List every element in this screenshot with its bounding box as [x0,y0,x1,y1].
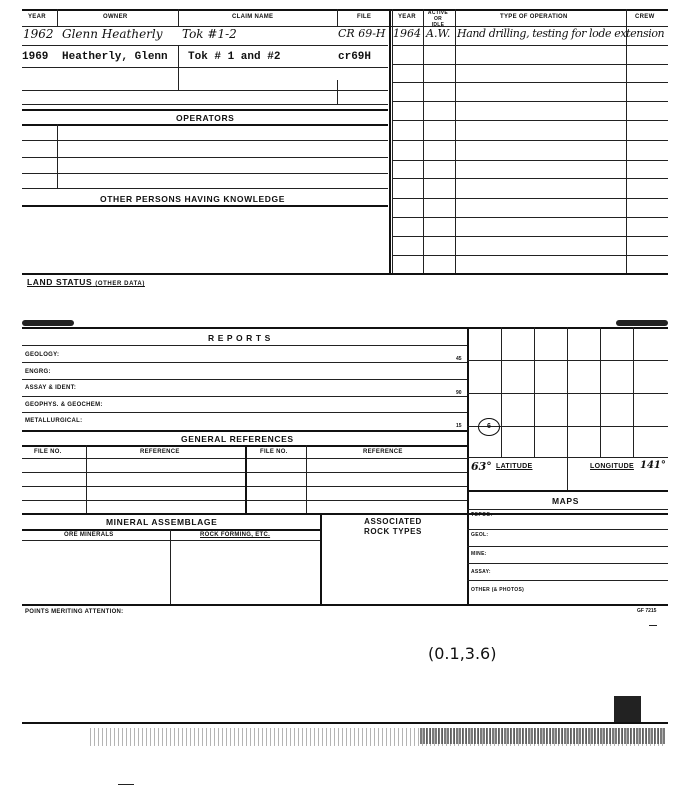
land-status-label: LAND STATUS [27,277,93,287]
owner-row-1-file: CR 69-H [338,27,386,40]
header-year: YEAR [28,14,46,20]
map-topog: TOPOG: [471,512,493,518]
dark-mark-left [22,320,74,326]
map-assay: ASSAY: [471,569,491,575]
map-circle-mark [478,418,500,436]
ore-minerals-header: ORE MINERALS [64,532,114,538]
header-crew: CREW [635,14,655,20]
owner-row-2-owner: Heatherly, Glenn [62,51,168,63]
associated-rock-types-heading: ASSOCIATED ROCK TYPES [363,517,422,536]
ref-header-reference: REFERENCE [140,449,180,455]
operation-row-1-status: A.W. [426,27,451,40]
report-geology-num: 45 [456,356,462,362]
owner-row-1-year: 1962 [23,27,54,41]
map-circle-mark-text: 6 [487,423,491,430]
latitude-value: 63° [471,460,492,473]
header-type-of-operation: TYPE OF OPERATION [500,14,568,20]
general-references-heading: GENERAL REFERENCES [181,434,294,444]
ref-header-file-no-2: FILE NO. [260,449,288,455]
owner-row-1-claim: Tok #1-2 [182,27,237,41]
report-geophys: GEOPHYS. & GEOCHEM: [25,402,103,408]
header-year-operations: YEAR [398,14,416,20]
map-mine: MINE: [471,551,487,557]
latitude-label: LATITUDE [496,463,533,470]
operation-row-1-type: Hand drilling, testing for lode extension [457,27,665,40]
header-owner: OWNER [103,14,128,20]
maps-heading: MAPS [552,496,579,506]
report-engrg: ENGRG: [25,369,51,375]
header-file: FILE [357,14,372,20]
operation-row-1-year: 1964 [393,27,421,40]
owner-row-2-file: cr69H [338,51,372,63]
reports-heading: R E P O R T S [208,333,271,343]
ref-header-file-no: FILE NO. [34,449,62,455]
points-meriting-attention: POINTS MERITING ATTENTION: [25,609,124,615]
owner-row-2-year: 1969 [22,51,49,63]
map-other: OTHER (& PHOTOS) [471,587,525,593]
header-active-or-idle: ACTIVE OR IDLE [427,10,449,28]
owner-row-2-claim: Tok # 1 and #2 [188,51,281,63]
land-status-heading [27,277,145,287]
coordinate-note: (0.1,3.6) [428,644,497,663]
report-geology: GEOLOGY: [25,352,60,358]
operators-heading: OPERATORS [176,113,235,123]
report-metallurgical-num: 15 [456,423,462,429]
report-assay-num: 90 [456,390,462,396]
ref-header-reference-2: REFERENCE [363,449,403,455]
mineral-assemblage-heading: MINERAL ASSEMBLAGE [106,517,218,527]
header-claim-name: CLAIM NAME [232,14,274,20]
report-metallurgical: METALLURGICAL: [25,418,83,424]
longitude-label: LONGITUDE [590,463,634,470]
form-code: GF 7215 [637,608,657,614]
longitude-value: 141° [640,460,666,471]
owner-row-1-owner: Glenn Heatherly [62,27,163,41]
map-geol: GEOL: [471,532,489,538]
land-status-sub: (OTHER DATA) [95,281,145,287]
rock-forming-header: ROCK FORMING, ETC. [200,532,271,538]
dark-mark-right [616,320,668,326]
scan-noise-dark [420,728,665,744]
other-persons-heading: OTHER PERSONS HAVING KNOWLEDGE [100,194,286,204]
report-assay: ASSAY & IDENT: [25,385,77,391]
scan-black-square [614,696,641,723]
